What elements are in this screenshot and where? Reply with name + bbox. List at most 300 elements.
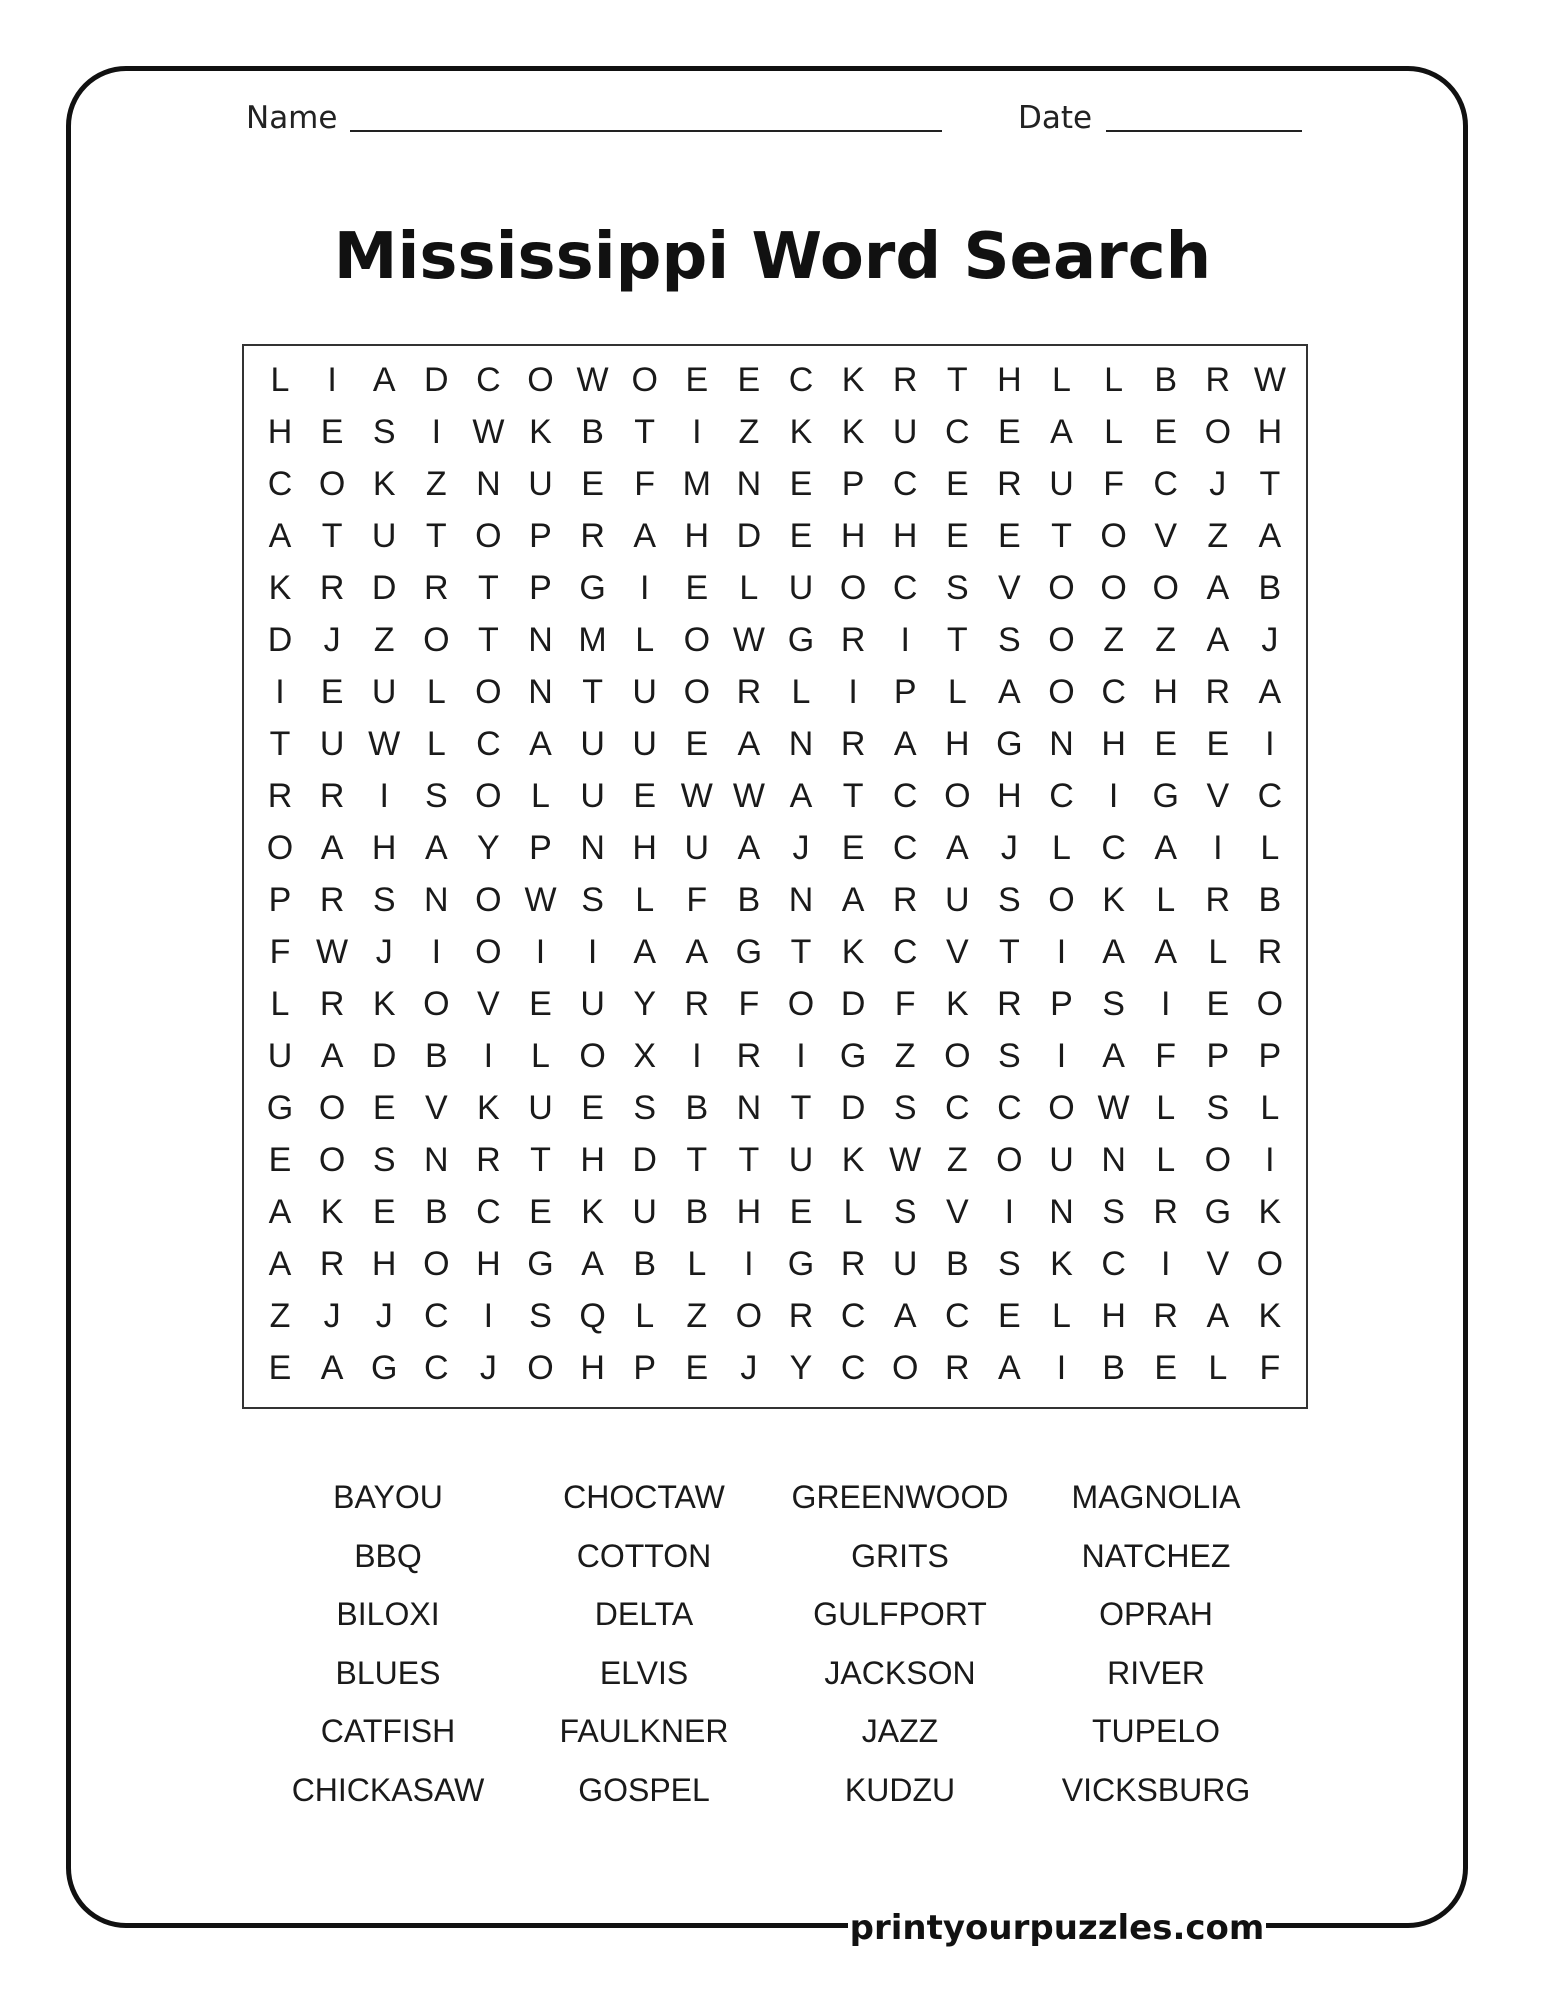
- grid-letter[interactable]: R: [424, 569, 449, 607]
- grid-letter[interactable]: G: [787, 1245, 815, 1283]
- grid-letter[interactable]: R: [892, 361, 918, 399]
- grid-letter[interactable]: U: [788, 1141, 814, 1179]
- grid-letter[interactable]: J: [323, 621, 341, 659]
- grid-letter[interactable]: E: [685, 569, 709, 607]
- grid-letter[interactable]: O: [318, 1141, 346, 1179]
- grid-letter[interactable]: W: [316, 933, 349, 971]
- grid-letter[interactable]: S: [893, 1089, 917, 1127]
- grid-letter[interactable]: A: [685, 933, 709, 971]
- grid-letter[interactable]: R: [319, 1245, 345, 1283]
- grid-letter[interactable]: N: [736, 465, 762, 503]
- grid-letter[interactable]: O: [1204, 413, 1232, 451]
- grid-letter[interactable]: T: [1051, 517, 1072, 555]
- grid-letter[interactable]: A: [841, 881, 865, 919]
- grid-letter[interactable]: E: [685, 1349, 709, 1387]
- grid-letter[interactable]: K: [320, 1193, 344, 1231]
- grid-letter[interactable]: R: [319, 985, 345, 1023]
- grid-letter[interactable]: T: [790, 1089, 812, 1127]
- grid-letter[interactable]: L: [947, 673, 967, 711]
- grid-letter[interactable]: H: [580, 1349, 605, 1387]
- grid-letter[interactable]: C: [424, 1297, 449, 1335]
- grid-letter[interactable]: S: [372, 881, 396, 919]
- grid-letter[interactable]: C: [476, 1193, 501, 1231]
- grid-letter[interactable]: N: [1049, 725, 1074, 763]
- grid-letter[interactable]: Z: [738, 413, 760, 451]
- grid-letter[interactable]: A: [737, 829, 761, 867]
- grid-letter[interactable]: V: [424, 1089, 448, 1127]
- grid-letter[interactable]: R: [319, 569, 345, 607]
- grid-letter[interactable]: H: [1101, 725, 1126, 763]
- grid-letter[interactable]: O: [475, 673, 502, 711]
- grid-letter[interactable]: L: [531, 777, 550, 815]
- grid-letter[interactable]: I: [275, 673, 285, 711]
- grid-letter[interactable]: S: [1102, 985, 1125, 1023]
- grid-letter[interactable]: C: [267, 465, 293, 503]
- grid-letter[interactable]: K: [372, 465, 396, 503]
- grid-letter[interactable]: A: [529, 725, 552, 763]
- grid-letter[interactable]: A: [320, 829, 344, 867]
- grid-letter[interactable]: I: [483, 1297, 494, 1335]
- grid-letter[interactable]: V: [477, 985, 500, 1023]
- grid-letter[interactable]: P: [1206, 1037, 1230, 1075]
- grid-letter[interactable]: P: [893, 673, 917, 711]
- grid-letter[interactable]: C: [788, 361, 814, 399]
- grid-letter[interactable]: Y: [633, 985, 657, 1023]
- grid-letter[interactable]: H: [371, 1245, 397, 1283]
- grid-letter[interactable]: Z: [946, 1141, 968, 1179]
- grid-letter[interactable]: N: [476, 465, 501, 503]
- grid-letter[interactable]: K: [529, 413, 552, 451]
- grid-letter[interactable]: W: [368, 725, 401, 763]
- grid-letter[interactable]: K: [581, 1193, 604, 1231]
- grid-letter[interactable]: O: [1256, 985, 1284, 1023]
- grid-letter[interactable]: W: [680, 777, 713, 815]
- grid-letter[interactable]: O: [1204, 1141, 1232, 1179]
- grid-letter[interactable]: N: [528, 673, 553, 711]
- grid-letter[interactable]: I: [692, 1037, 702, 1075]
- grid-letter[interactable]: E: [685, 361, 709, 399]
- grid-letter[interactable]: A: [998, 673, 1021, 711]
- grid-letter[interactable]: O: [839, 569, 867, 607]
- grid-letter[interactable]: I: [1160, 985, 1171, 1023]
- grid-letter[interactable]: A: [581, 1245, 604, 1283]
- grid-letter[interactable]: A: [320, 1037, 344, 1075]
- grid-letter[interactable]: N: [1049, 1193, 1074, 1231]
- grid-letter[interactable]: U: [580, 985, 605, 1023]
- grid-letter[interactable]: O: [1048, 673, 1075, 711]
- grid-letter[interactable]: S: [372, 1141, 396, 1179]
- grid-letter[interactable]: K: [477, 1089, 500, 1127]
- grid-letter[interactable]: R: [788, 1297, 814, 1335]
- grid-letter[interactable]: R: [319, 881, 345, 919]
- grid-letter[interactable]: A: [998, 1349, 1021, 1387]
- grid-letter[interactable]: L: [1052, 1297, 1071, 1335]
- grid-letter[interactable]: R: [684, 985, 710, 1023]
- grid-letter[interactable]: H: [371, 829, 397, 867]
- grid-letter[interactable]: O: [475, 517, 502, 555]
- grid-letter[interactable]: O: [475, 933, 502, 971]
- grid-letter[interactable]: T: [946, 621, 968, 659]
- grid-letter[interactable]: N: [788, 725, 814, 763]
- grid-letter[interactable]: L: [791, 673, 811, 711]
- grid-letter[interactable]: B: [1102, 1349, 1125, 1387]
- grid-letter[interactable]: V: [1154, 517, 1178, 555]
- grid-letter[interactable]: E: [789, 517, 813, 555]
- grid-letter[interactable]: I: [1108, 777, 1119, 815]
- grid-letter[interactable]: C: [945, 1297, 970, 1335]
- grid-letter[interactable]: L: [270, 361, 290, 399]
- grid-letter[interactable]: R: [736, 1037, 762, 1075]
- grid-letter[interactable]: Z: [269, 1297, 291, 1335]
- grid-letter[interactable]: E: [685, 725, 709, 763]
- grid-letter[interactable]: P: [1258, 1037, 1282, 1075]
- grid-letter[interactable]: R: [1153, 1193, 1178, 1231]
- grid-letter[interactable]: U: [1049, 1141, 1074, 1179]
- grid-letter[interactable]: J: [1261, 621, 1279, 659]
- grid-letter[interactable]: I: [1056, 1349, 1067, 1387]
- grid-letter[interactable]: A: [424, 829, 448, 867]
- grid-letter[interactable]: F: [686, 881, 708, 919]
- grid-letter[interactable]: C: [892, 777, 918, 815]
- grid-letter[interactable]: F: [1103, 465, 1124, 503]
- grid-letter[interactable]: W: [889, 1141, 922, 1179]
- name-line[interactable]: [350, 130, 942, 132]
- grid-letter[interactable]: E: [372, 1193, 396, 1231]
- grid-letter[interactable]: R: [1205, 673, 1231, 711]
- grid-letter[interactable]: Y: [789, 1349, 813, 1387]
- grid-letter[interactable]: B: [945, 1245, 969, 1283]
- grid-letter[interactable]: O: [423, 621, 450, 659]
- grid-letter[interactable]: E: [1154, 1349, 1178, 1387]
- grid-letter[interactable]: U: [580, 777, 605, 815]
- grid-letter[interactable]: O: [527, 361, 554, 399]
- grid-letter[interactable]: H: [736, 1193, 762, 1231]
- grid-letter[interactable]: G: [839, 1037, 867, 1075]
- grid-letter[interactable]: I: [1265, 725, 1275, 763]
- grid-letter[interactable]: B: [737, 881, 761, 919]
- grid-letter[interactable]: H: [1101, 1297, 1126, 1335]
- grid-letter[interactable]: O: [475, 777, 502, 815]
- grid-letter[interactable]: O: [631, 361, 658, 399]
- grid-letter[interactable]: A: [268, 517, 292, 555]
- grid-letter[interactable]: E: [998, 517, 1021, 555]
- grid-letter[interactable]: E: [581, 465, 604, 503]
- grid-letter[interactable]: A: [1206, 569, 1230, 607]
- grid-letter[interactable]: T: [738, 1141, 760, 1179]
- grid-letter[interactable]: C: [1153, 465, 1178, 503]
- grid-letter[interactable]: E: [945, 517, 969, 555]
- grid-letter[interactable]: R: [840, 1245, 866, 1283]
- grid-letter[interactable]: G: [579, 569, 606, 607]
- grid-letter[interactable]: F: [1259, 1349, 1281, 1387]
- grid-letter[interactable]: N: [528, 621, 553, 659]
- grid-letter[interactable]: O: [735, 1297, 763, 1335]
- grid-letter[interactable]: E: [998, 413, 1021, 451]
- grid-letter[interactable]: E: [841, 829, 865, 867]
- grid-letter[interactable]: I: [1265, 1141, 1275, 1179]
- grid-letter[interactable]: V: [945, 1193, 969, 1231]
- grid-letter[interactable]: T: [269, 725, 291, 763]
- grid-letter[interactable]: G: [527, 1245, 554, 1283]
- grid-letter[interactable]: I: [379, 777, 389, 815]
- grid-letter[interactable]: I: [535, 933, 546, 971]
- grid-letter[interactable]: C: [1101, 1245, 1126, 1283]
- grid-letter[interactable]: O: [944, 777, 971, 815]
- grid-letter[interactable]: G: [370, 1349, 398, 1387]
- grid-letter[interactable]: L: [635, 621, 655, 659]
- grid-letter[interactable]: U: [580, 725, 605, 763]
- grid-letter[interactable]: O: [1048, 621, 1075, 659]
- grid-letter[interactable]: G: [1152, 777, 1179, 815]
- grid-letter[interactable]: D: [424, 361, 449, 399]
- grid-letter[interactable]: P: [529, 569, 552, 607]
- grid-letter[interactable]: J: [479, 1349, 497, 1387]
- grid-letter[interactable]: W: [524, 881, 557, 919]
- grid-letter[interactable]: O: [423, 985, 450, 1023]
- grid-letter[interactable]: I: [692, 413, 702, 451]
- grid-letter[interactable]: C: [892, 569, 918, 607]
- grid-letter[interactable]: S: [372, 413, 396, 451]
- grid-letter[interactable]: H: [1257, 413, 1283, 451]
- grid-letter[interactable]: Z: [425, 465, 447, 503]
- grid-letter[interactable]: C: [424, 1349, 449, 1387]
- grid-letter[interactable]: W: [732, 621, 765, 659]
- grid-letter[interactable]: U: [632, 725, 657, 763]
- grid-letter[interactable]: Z: [894, 1037, 916, 1075]
- grid-letter[interactable]: U: [892, 413, 918, 451]
- grid-letter[interactable]: O: [318, 1089, 346, 1127]
- grid-letter[interactable]: B: [424, 1037, 448, 1075]
- grid-letter[interactable]: L: [1156, 1089, 1176, 1127]
- grid-letter[interactable]: L: [1104, 413, 1124, 451]
- grid-letter[interactable]: E: [945, 465, 969, 503]
- grid-letter[interactable]: A: [633, 517, 657, 555]
- grid-letter[interactable]: R: [736, 673, 762, 711]
- grid-letter[interactable]: O: [787, 985, 815, 1023]
- grid-letter[interactable]: U: [684, 829, 710, 867]
- grid-letter[interactable]: H: [476, 1245, 501, 1283]
- grid-letter[interactable]: F: [738, 985, 760, 1023]
- grid-letter[interactable]: U: [892, 1245, 918, 1283]
- grid-letter[interactable]: F: [269, 933, 291, 971]
- grid-letter[interactable]: R: [892, 881, 918, 919]
- grid-letter[interactable]: K: [372, 985, 396, 1023]
- grid-letter[interactable]: A: [1050, 413, 1073, 451]
- grid-letter[interactable]: I: [1004, 1193, 1015, 1231]
- grid-letter[interactable]: E: [1206, 985, 1230, 1023]
- grid-letter[interactable]: J: [1000, 829, 1018, 867]
- grid-letter[interactable]: U: [1049, 465, 1074, 503]
- grid-letter[interactable]: W: [472, 413, 505, 451]
- grid-letter[interactable]: L: [1208, 933, 1228, 971]
- grid-letter[interactable]: A: [1258, 517, 1282, 555]
- grid-letter[interactable]: A: [1102, 933, 1125, 971]
- grid-letter[interactable]: E: [581, 1089, 604, 1127]
- grid-letter[interactable]: P: [529, 517, 552, 555]
- grid-letter[interactable]: L: [635, 1297, 655, 1335]
- grid-letter[interactable]: A: [1206, 621, 1230, 659]
- grid-letter[interactable]: S: [998, 1037, 1021, 1075]
- grid-letter[interactable]: U: [319, 725, 345, 763]
- grid-letter[interactable]: K: [1050, 1245, 1073, 1283]
- grid-letter[interactable]: C: [840, 1349, 866, 1387]
- grid-letter[interactable]: H: [632, 829, 657, 867]
- grid-letter[interactable]: T: [999, 933, 1020, 971]
- grid-letter[interactable]: G: [996, 725, 1023, 763]
- grid-letter[interactable]: T: [1259, 465, 1281, 503]
- grid-letter[interactable]: E: [529, 1193, 552, 1231]
- grid-letter[interactable]: I: [431, 413, 442, 451]
- grid-letter[interactable]: T: [634, 413, 656, 451]
- grid-letter[interactable]: O: [1048, 881, 1075, 919]
- grid-letter[interactable]: B: [685, 1089, 709, 1127]
- grid-letter[interactable]: U: [528, 1089, 553, 1127]
- grid-letter[interactable]: R: [267, 777, 293, 815]
- grid-letter[interactable]: K: [1258, 1193, 1282, 1231]
- grid-letter[interactable]: H: [892, 517, 918, 555]
- grid-letter[interactable]: L: [843, 1193, 863, 1231]
- grid-letter[interactable]: I: [1160, 1245, 1171, 1283]
- grid-letter[interactable]: T: [425, 517, 447, 555]
- site-url[interactable]: printyourpuzzles.com: [848, 1900, 1266, 1956]
- grid-letter[interactable]: E: [268, 1141, 292, 1179]
- grid-letter[interactable]: H: [997, 777, 1022, 815]
- grid-letter[interactable]: O: [1256, 1245, 1284, 1283]
- grid-letter[interactable]: N: [424, 1141, 449, 1179]
- grid-letter[interactable]: U: [528, 465, 553, 503]
- grid-letter[interactable]: C: [1257, 777, 1283, 815]
- grid-letter[interactable]: F: [894, 985, 916, 1023]
- grid-letter[interactable]: B: [424, 1193, 448, 1231]
- grid-letter[interactable]: A: [1206, 1297, 1230, 1335]
- grid-letter[interactable]: P: [633, 1349, 657, 1387]
- grid-letter[interactable]: P: [1050, 985, 1073, 1023]
- grid-letter[interactable]: O: [423, 1245, 450, 1283]
- grid-letter[interactable]: P: [841, 465, 865, 503]
- grid-letter[interactable]: L: [531, 1037, 550, 1075]
- grid-letter[interactable]: R: [945, 1349, 970, 1387]
- grid-letter[interactable]: L: [1208, 1349, 1228, 1387]
- grid-letter[interactable]: L: [426, 673, 446, 711]
- grid-letter[interactable]: I: [900, 621, 910, 659]
- grid-letter[interactable]: E: [529, 985, 552, 1023]
- grid-letter[interactable]: O: [1048, 1089, 1075, 1127]
- grid-letter[interactable]: Z: [1103, 621, 1124, 659]
- grid-letter[interactable]: J: [375, 1297, 393, 1335]
- grid-letter[interactable]: L: [1260, 829, 1280, 867]
- grid-letter[interactable]: P: [529, 829, 552, 867]
- grid-letter[interactable]: E: [789, 465, 813, 503]
- grid-letter[interactable]: S: [998, 881, 1021, 919]
- grid-letter[interactable]: O: [683, 673, 711, 711]
- grid-letter[interactable]: R: [1205, 881, 1231, 919]
- grid-letter[interactable]: A: [633, 933, 657, 971]
- grid-letter[interactable]: K: [1258, 1297, 1282, 1335]
- grid-letter[interactable]: I: [431, 933, 442, 971]
- grid-letter[interactable]: C: [892, 933, 918, 971]
- grid-letter[interactable]: R: [997, 465, 1022, 503]
- grid-letter[interactable]: G: [787, 621, 815, 659]
- grid-letter[interactable]: K: [945, 985, 969, 1023]
- grid-letter[interactable]: K: [1102, 881, 1125, 919]
- grid-letter[interactable]: J: [375, 933, 393, 971]
- grid-letter[interactable]: R: [997, 985, 1022, 1023]
- grid-letter[interactable]: N: [580, 829, 605, 867]
- grid-letter[interactable]: O: [527, 1349, 554, 1387]
- grid-letter[interactable]: B: [633, 1245, 657, 1283]
- grid-letter[interactable]: O: [683, 621, 711, 659]
- grid-letter[interactable]: U: [371, 673, 397, 711]
- grid-letter[interactable]: P: [268, 881, 292, 919]
- grid-letter[interactable]: L: [739, 569, 759, 607]
- grid-letter[interactable]: L: [635, 881, 655, 919]
- grid-letter[interactable]: W: [1097, 1089, 1130, 1127]
- grid-letter[interactable]: C: [892, 829, 918, 867]
- grid-letter[interactable]: D: [267, 621, 293, 659]
- grid-letter[interactable]: L: [1156, 1141, 1176, 1179]
- grid-letter[interactable]: N: [424, 881, 449, 919]
- grid-letter[interactable]: R: [1153, 1297, 1178, 1335]
- grid-letter[interactable]: A: [737, 725, 761, 763]
- grid-letter[interactable]: L: [687, 1245, 707, 1283]
- grid-letter[interactable]: R: [319, 777, 345, 815]
- grid-letter[interactable]: A: [1102, 1037, 1125, 1075]
- grid-letter[interactable]: O: [266, 829, 294, 867]
- grid-letter[interactable]: X: [633, 1037, 657, 1075]
- grid-letter[interactable]: C: [892, 465, 918, 503]
- grid-letter[interactable]: D: [632, 1141, 657, 1179]
- grid-letter[interactable]: B: [1258, 881, 1282, 919]
- grid-letter[interactable]: T: [842, 777, 864, 815]
- grid-letter[interactable]: R: [1205, 361, 1231, 399]
- grid-letter[interactable]: Z: [686, 1297, 708, 1335]
- grid-letter[interactable]: O: [1048, 569, 1075, 607]
- grid-letter[interactable]: D: [840, 985, 866, 1023]
- grid-letter[interactable]: J: [1209, 465, 1227, 503]
- grid-letter[interactable]: A: [320, 1349, 344, 1387]
- grid-letter[interactable]: G: [735, 933, 763, 971]
- grid-letter[interactable]: A: [1154, 933, 1178, 971]
- grid-letter[interactable]: F: [1155, 1037, 1177, 1075]
- grid-letter[interactable]: S: [1102, 1193, 1125, 1231]
- grid-letter[interactable]: E: [998, 1297, 1021, 1335]
- grid-letter[interactable]: O: [1100, 569, 1127, 607]
- grid-letter[interactable]: U: [267, 1037, 293, 1075]
- grid-letter[interactable]: A: [372, 361, 396, 399]
- grid-letter[interactable]: B: [581, 413, 604, 451]
- grid-letter[interactable]: I: [1056, 1037, 1067, 1075]
- grid-letter[interactable]: L: [1052, 361, 1071, 399]
- grid-letter[interactable]: D: [371, 1037, 397, 1075]
- grid-letter[interactable]: C: [476, 361, 501, 399]
- grid-letter[interactable]: I: [1056, 933, 1067, 971]
- grid-letter[interactable]: E: [1154, 725, 1178, 763]
- grid-letter[interactable]: S: [581, 881, 604, 919]
- grid-letter[interactable]: L: [1156, 881, 1176, 919]
- grid-letter[interactable]: K: [841, 413, 865, 451]
- grid-letter[interactable]: J: [792, 829, 810, 867]
- grid-letter[interactable]: M: [682, 465, 711, 503]
- grid-letter[interactable]: Q: [579, 1297, 606, 1335]
- grid-letter[interactable]: C: [1101, 829, 1126, 867]
- grid-letter[interactable]: C: [997, 1089, 1022, 1127]
- grid-letter[interactable]: I: [744, 1245, 754, 1283]
- grid-letter[interactable]: H: [840, 517, 866, 555]
- grid-letter[interactable]: E: [372, 1089, 396, 1127]
- grid-letter[interactable]: D: [736, 517, 762, 555]
- grid-letter[interactable]: T: [686, 1141, 708, 1179]
- grid-letter[interactable]: I: [1213, 829, 1223, 867]
